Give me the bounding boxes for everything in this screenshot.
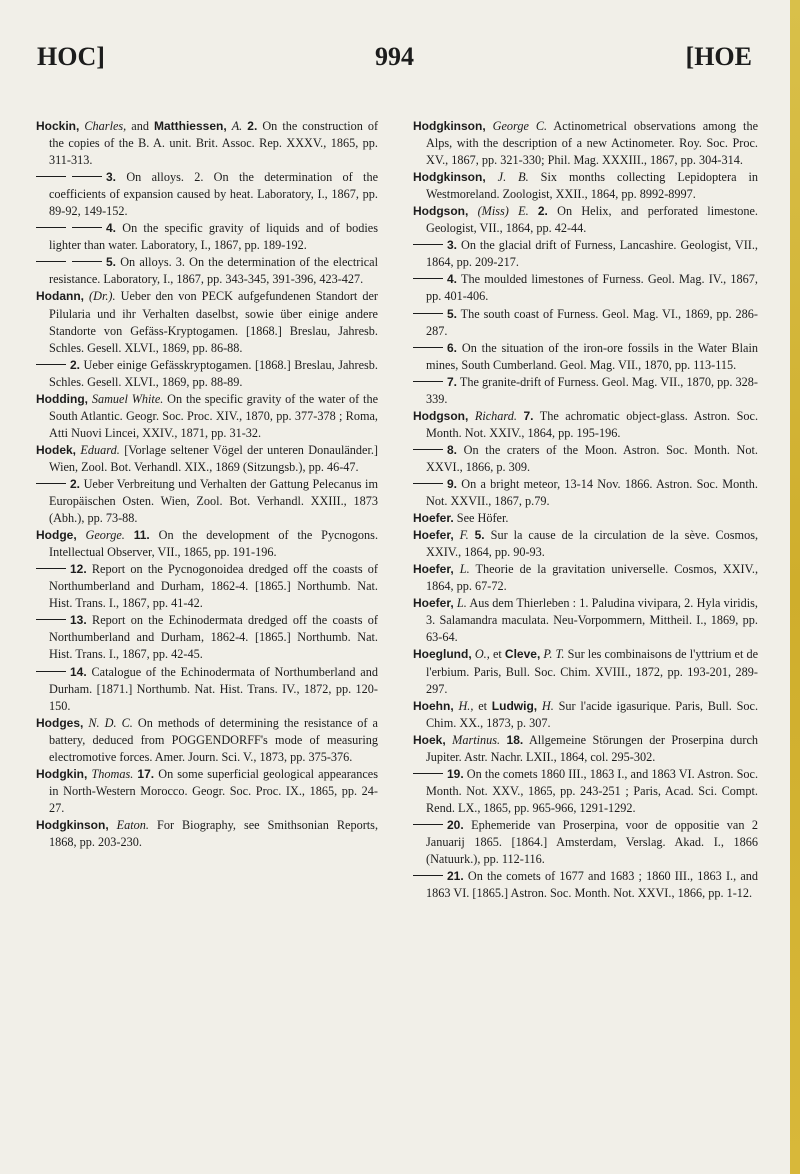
bibliography-entry xyxy=(36,715,378,766)
author-surname: Hodgkin, xyxy=(36,766,88,781)
bibliography-entry xyxy=(36,476,378,527)
author-forename: J. B. xyxy=(497,170,529,185)
bibliography-entry xyxy=(36,561,378,612)
right-column xyxy=(413,118,758,902)
bibliography-entry xyxy=(36,442,378,476)
entry-number: 17. xyxy=(137,766,155,781)
bibliography-entry xyxy=(413,868,758,902)
author-surname: Hodge, xyxy=(36,528,77,543)
author-forename: Richard. xyxy=(474,408,517,423)
repeat-author-dash xyxy=(36,568,66,569)
coauthor-forename: A. xyxy=(231,119,243,133)
author-forename: Thomas. xyxy=(91,766,134,781)
author-forename: N. D. C. xyxy=(88,715,133,730)
entry-number: 3. xyxy=(447,238,458,253)
coauthor-forename: P. T. xyxy=(543,647,565,662)
entry-citation: On the specific gravity of the water of the South Atlantic. Geogr. Soc. Proc. XIV., 1870, pp. 377-378 ; Roma, Atti Nuovi Lincei, XXIV., 1871, pp. 31-32. xyxy=(49,391,379,440)
author-forename: Eduard. xyxy=(80,442,120,457)
bibliography-entry xyxy=(413,340,758,374)
entry-citation: Sur les combinaisons de l'yttrium et de l'erbium. Paris, Bull. Soc. Chim. XVIII., 1872, pp. 193-201, 289-297. xyxy=(426,647,759,696)
repeat-author-dash xyxy=(413,347,443,348)
entry-citation: On alloys. 2. On the determination of the coefficients of expansion caused by heat. Laboratory, I., 1867, pp. 89-92, 149-152. xyxy=(49,170,378,219)
author-surname: Hoefer, xyxy=(413,528,454,543)
author-surname: Hodgkinson, xyxy=(413,119,486,133)
entry-citation: On the specific gravity of liquids and of bodies lighter than water. Laboratory, I., 1867, pp. 189-192. xyxy=(49,221,378,253)
entry-number: 13. xyxy=(70,613,87,628)
entry-number: 18. xyxy=(506,732,524,747)
author-forename: George. xyxy=(85,528,125,543)
entry-citation: On the comets of 1677 and 1683 ; 1860 III., 1863 I., and 1863 VI. [1865.] Astron. Soc. Month. Not. XXVI., 1866, pp. 1-12. xyxy=(426,869,759,901)
entry-citation: Ephemeride van Proserpina, voor de oppositie van 2 Januarij 1865. [1864.] Amsterdam, Verslag. Akad. I., 1866 (Natuurk.), pp. 112-116. xyxy=(426,817,758,867)
entry-number: 11. xyxy=(133,528,150,543)
entry-number: 2. xyxy=(247,119,258,133)
repeat-author-dash xyxy=(36,619,66,620)
entry-citation: Catalogue of the Echinodermata of Northumberland and Durham. [1871.] Northumb. Nat. Hist. Trans. IV., 1872, pp. 120-150. xyxy=(49,664,378,713)
bibliography-entry xyxy=(413,203,758,237)
entry-citation: The south coast of Furness. Geol. Mag. VI., 1869, pp. 286-287. xyxy=(426,306,758,338)
bibliography-entry xyxy=(36,254,378,288)
bibliography-entry xyxy=(413,118,758,169)
author-forename: Samuel White. xyxy=(91,391,164,406)
bibliography-entry xyxy=(36,288,378,356)
entry-citation: On the glacial drift of Furness, Lancashire. Geologist, VII., 1864, pp. 209-217. xyxy=(426,238,758,270)
bibliography-entry xyxy=(413,817,758,868)
entry-number: 3. xyxy=(106,170,117,185)
repeat-author-dash xyxy=(36,483,66,484)
entry-number: 2. xyxy=(537,204,548,219)
header-range-end: [HOE xyxy=(685,42,752,71)
bibliography-entry xyxy=(413,595,758,646)
entry-citation: See Höfer. xyxy=(456,511,509,526)
entry-citation: Allgemeine Störungen der Proserpina durch Jupiter. Astr. Nachr. LXII., 1864, col. 295-302. xyxy=(426,732,759,764)
page-header xyxy=(37,42,752,76)
entry-number: 9. xyxy=(447,476,458,491)
repeat-author-dash xyxy=(413,381,443,382)
entry-citation: On the craters of the Moon. Astron. Soc. Month. Not. XXVI., 1866, p. 309. xyxy=(426,442,758,474)
repeat-author-dash xyxy=(36,261,66,262)
author-forename: (Miss) E. xyxy=(477,204,529,219)
left-column xyxy=(36,118,378,851)
entry-citation: On the situation of the iron-ore fossils in the Water Blain mines, South Cumberland. Geol. Mag. VII., 1870, pp. 113-115. xyxy=(426,340,759,372)
repeat-author-dash xyxy=(413,278,443,279)
coauthor-forename: H. xyxy=(541,698,554,713)
entry-citation: On methods of determining the resistance of a battery, deduced from POGGENDORFF's mode of measuring electromotive forces. Amer. Journ. Sci. V., 1873, pp. 375-376. xyxy=(49,715,378,764)
bibliography-entry xyxy=(413,732,758,766)
bibliography-entry xyxy=(413,698,758,732)
repeat-author-dash xyxy=(72,261,102,262)
bibliography-entry xyxy=(36,118,378,169)
entry-number: 5. xyxy=(106,255,117,270)
bibliography-entry xyxy=(413,527,758,561)
entry-number: 5. xyxy=(447,306,458,321)
bibliography-entry xyxy=(413,510,758,527)
author-surname: Hoeglund, xyxy=(413,647,472,662)
entry-number: 6. xyxy=(447,340,458,355)
entry-citation: On some superficial geological appearances in North-Western Morocco. Geogr. Soc. Proc. IX., 1865, pp. 24-27. xyxy=(49,766,379,815)
author-surname: Hockin, xyxy=(36,119,80,133)
author-forename: O., xyxy=(474,647,490,662)
repeat-author-dash xyxy=(413,483,443,484)
author-surname: Hodann, xyxy=(36,289,84,304)
entry-citation: On Helix, and perforated limestone. Geologist, VII., 1864, pp. 42-44. xyxy=(426,204,758,236)
author-surname: Hoefer. xyxy=(413,511,454,526)
author-surname: Hodgson, xyxy=(413,408,469,423)
entry-number: 20. xyxy=(447,817,464,832)
bibliography-entry xyxy=(413,766,758,817)
entry-number: 5. xyxy=(474,528,485,543)
entry-citation: Actinometrical observations among the Alps, with the description of a new Actinometer. Roy. Soc. Proc. XV., 1867, pp. 321-330; Phil. Mag. XXXIII., 1867, pp. 304-314. xyxy=(426,119,759,168)
entry-number: 2. xyxy=(70,357,81,372)
repeat-author-dash xyxy=(413,824,443,825)
entry-citation: On the construction of the copies of the B. A. unit. Brit. Assoc. Rep. XXXV., 1865, pp. 311-313. xyxy=(49,119,379,168)
repeat-author-dash xyxy=(36,227,66,228)
entry-number: 12. xyxy=(70,562,87,577)
bibliography-entry xyxy=(413,442,758,476)
bibliography-entry xyxy=(36,612,378,663)
author-surname: Hodding, xyxy=(36,391,88,406)
page-number: 994 xyxy=(375,42,414,71)
repeat-author-dash xyxy=(413,313,443,314)
bibliography-entry xyxy=(413,408,758,442)
entry-citation: The granite-drift of Furness. Geol. Mag. VII., 1870, pp. 328-339. xyxy=(426,374,758,406)
author-forename: H., xyxy=(458,698,474,713)
entry-number: 2. xyxy=(70,476,81,491)
repeat-author-dash xyxy=(72,227,102,228)
repeat-author-dash xyxy=(413,773,443,774)
bibliography-entry xyxy=(413,237,758,271)
entry-citation: Aus dem Thierleben : 1. Paludina vivipara, 2. Hyla viridis, 3. Salamandra maculata. Neu-Vorpommern, Mittheil. I., 1869, pp. 63-64. xyxy=(426,596,758,645)
author-surname: Hoefer, xyxy=(413,562,454,577)
entry-citation: [Vorlage seltener Vögel der unteren Donauländer.] Wien, Zool. Bot. Verhandl. XIX., 1869 (Sitzungsb.), pp. 46-47. xyxy=(49,442,379,474)
entry-citation: The moulded limestones of Furness. Geol. Mag. IV., 1867, pp. 401-406. xyxy=(426,272,758,304)
entry-number: 14. xyxy=(70,664,87,679)
bibliography-entry xyxy=(36,817,378,851)
entry-citation: Ueber Verbreitung und Verhalten der Gattung Pelecanus im Europäischen Osten. Wien, Zool. Bot. Verhandl. XXIII., 1873 (Abh.), pp. 73-88. xyxy=(49,476,378,526)
entry-number: 4. xyxy=(106,221,117,236)
repeat-author-dash xyxy=(36,671,66,672)
author-forename: (Dr.). xyxy=(89,289,116,304)
entry-citation: Sur la cause de la circulation de la sève. Cosmos, XXIV., 1864, pp. 90-93. xyxy=(426,528,759,560)
coauthor-surname: Ludwig, xyxy=(491,698,538,713)
bibliography-entry xyxy=(36,664,378,715)
entry-citation: For Biography, see Smithsonian Reports, 1868, pp. 203-230. xyxy=(49,817,379,849)
bibliography-entry xyxy=(413,476,758,510)
entry-number: 4. xyxy=(447,272,458,287)
entry-citation: The achromatic object-glass. Astron. Soc. Month. Not. XXIV., 1864, pp. 195-196. xyxy=(426,408,759,440)
entry-number: 21. xyxy=(447,869,464,884)
repeat-author-dash xyxy=(413,875,443,876)
author-surname: Hoehn, xyxy=(413,698,454,713)
bibliography-entry xyxy=(36,220,378,254)
author-forename: L. xyxy=(456,596,467,611)
bibliography-entry xyxy=(413,374,758,408)
entry-citation: Ueber einige Gefässkryptogamen. [1868.] Breslau, Jahresb. Schles. Gesell. XLVI., 1869, pp. 88-89. xyxy=(49,357,378,389)
coauthor-surname: Cleve, xyxy=(504,647,541,662)
entry-citation: Theorie de la gravitation universelle. Cosmos, XXIV., 1864, pp. 67-72. xyxy=(426,562,759,594)
author-forename: George C. xyxy=(492,119,548,133)
repeat-author-dash xyxy=(413,449,443,450)
entry-number: 19. xyxy=(447,766,464,781)
bibliography-entry xyxy=(36,391,378,442)
header-range-start: HOC] xyxy=(37,42,105,71)
repeat-author-dash xyxy=(413,244,443,245)
coauthor-surname: Matthiessen, xyxy=(153,119,227,133)
author-surname: Hodek, xyxy=(36,442,77,457)
entry-number: 7. xyxy=(447,374,458,389)
bibliography-entry xyxy=(36,527,378,561)
bibliography-entry xyxy=(413,169,758,203)
author-forename: Martinus. xyxy=(452,732,501,747)
page-edge-stain xyxy=(790,0,800,1174)
coauthor-conjunction: et xyxy=(478,698,488,713)
author-surname: Hodgson, xyxy=(413,204,469,219)
bibliography-entry xyxy=(413,561,758,595)
entry-citation: On the development of the Pycnogons. Intellectual Observer, VII., 1865, pp. 191-196. xyxy=(49,528,379,560)
entry-citation: Report on the Pycnogonoidea dredged off the coasts of Northumberland and Durham, 1862-4. [1865.] Northumb. Nat. Hist. Trans. I., 1867, pp. 41-42. xyxy=(49,562,378,611)
entry-citation: Six months collecting Lepidoptera in Westmoreland. Zoologist, XXII., 1864, pp. 8992-8997. xyxy=(426,170,759,202)
entry-number: 7. xyxy=(523,408,534,423)
coauthor-conjunction: and xyxy=(131,119,149,133)
entry-citation: On alloys. 3. On the determination of the electrical resistance. Laboratory, I., 1867, pp. 343-345, 391-396, 423-427. xyxy=(49,255,378,287)
author-surname: Hodges, xyxy=(36,715,84,730)
bibliography-entry xyxy=(36,169,378,220)
entry-number: 8. xyxy=(447,442,458,457)
coauthor-conjunction: et xyxy=(492,647,502,662)
author-forename: F. xyxy=(459,528,469,543)
bibliography-entry xyxy=(413,646,758,697)
entry-citation: Report on the Echinodermata dredged off the coasts of Northumberland and Durham, 1862-4. [1865.] Northumb. Nat. Hist. Trans. I., 1867, pp. 42-45. xyxy=(49,613,379,662)
bibliography-entry xyxy=(36,357,378,391)
bibliography-entry xyxy=(36,766,378,817)
author-forename: Charles, xyxy=(84,119,127,133)
entry-citation: On a bright meteor, 13-14 Nov. 1866. Astron. Soc. Month. Not. XXVII., 1867, p.79. xyxy=(426,476,758,509)
bibliography-entry xyxy=(413,271,758,305)
author-forename: L. xyxy=(459,562,470,577)
repeat-author-dash xyxy=(36,176,66,177)
author-forename: Eaton. xyxy=(116,817,149,832)
author-surname: Hodgkinson, xyxy=(36,817,109,832)
bibliography-entry xyxy=(413,306,758,340)
entry-citation: Sur l'acide igasurique. Paris, Bull. Soc. Chim. XX., 1873, p. 307. xyxy=(426,698,759,730)
repeat-author-dash xyxy=(36,364,66,365)
repeat-author-dash xyxy=(72,176,102,177)
author-surname: Hodgkinson, xyxy=(413,170,486,185)
author-surname: Hoefer, xyxy=(413,596,454,611)
entry-citation: Ueber den von PECK aufgefundenen Standort der Pilularia und ihr Verhalten daselbst, sowie über einige andere Standorte von Gefäss-Kryptogamen. [1868.] Breslau, Jahresb. Schles. Gesell. XLVI., 1869, pp. 86-88. xyxy=(49,289,378,355)
author-surname: Hoek, xyxy=(413,732,446,747)
entry-citation: On the comets 1860 III., 1863 I., and 1863 VI. Astron. Soc. Month. Not. XXV., 1865, pp. 243-251 ; Paris, Acad. Sci. Compt. Rend. LX., 1865, pp. 965-966, 1291-1292. xyxy=(426,766,759,815)
